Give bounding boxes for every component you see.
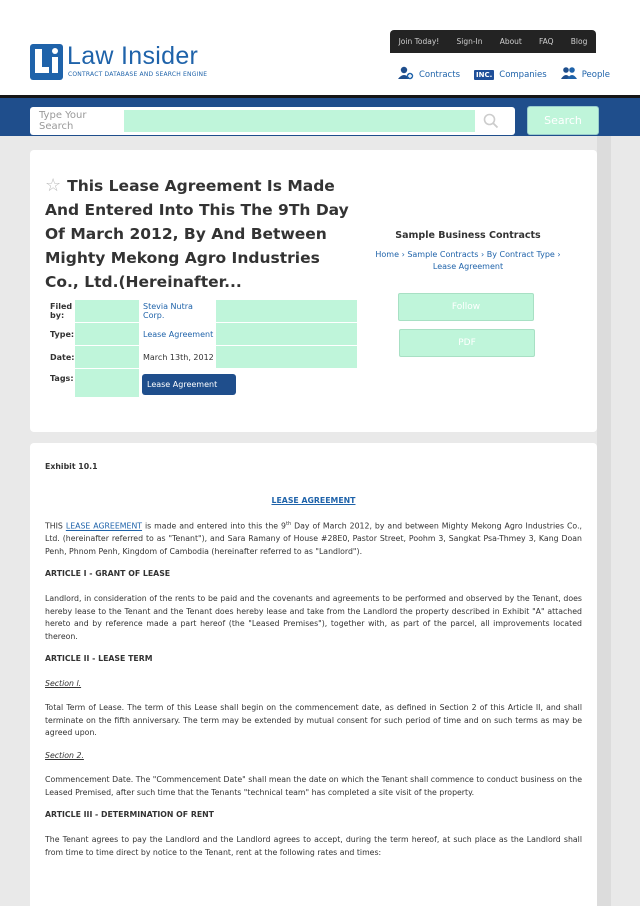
- logo-tagline: CONTRACT DATABASE AND SEARCH ENGINE: [68, 71, 208, 78]
- paragraph-commencement: Commencement Date. The "Commencement Date" shall mean the date on which the Tenant shall commence to conduct business on the Leased Premised, after such time that the Tenants "technical team" has completed a site visit of the property.: [45, 775, 582, 797]
- paragraph-intro: THIS LEASE AGREEMENT is made and entered into this the 9th Day of March 2012, by and between Mighty Mekong Agro Industries Co., Ltd. (hereinafter referred to as "Tenant"), and Sara Ramany of House #28E0, Pastor Street, Poohm 3, Sangkat Psa-Thmey 3, Kang Doan Penh, Phnom Penh, Kingdom of Cambodia (hereinafter referred to as "Landlord").: [45, 521, 583, 556]
- article-3-heading: ARTICLE III - DETERMINATION OF RENT: [45, 810, 214, 819]
- crumb-home[interactable]: Home: [375, 250, 400, 259]
- document-panel: [30, 443, 597, 906]
- paragraph-rent: The Tenant agrees to pay the Landlord and the Landlord agrees to accept, during the term hereof, at such place as the Landlord shall from time to time direct by notice to the Tenant, rent at the following rates and times:: [45, 835, 582, 857]
- article-1-heading: ARTICLE I - GRANT OF LEASE: [45, 569, 171, 578]
- meta-row-date: Date: March 13th, 2012: [45, 346, 357, 368]
- date-value: March 13th, 2012: [143, 352, 214, 362]
- nav-about[interactable]: About: [499, 37, 522, 46]
- breadcrumb: Home › Sample Contracts › By Contract Type › Lease Agreement: [375, 250, 561, 271]
- contract-header-panel: [30, 150, 597, 432]
- type-link[interactable]: Lease Agreement: [143, 329, 214, 339]
- quick-links: [398, 66, 610, 83]
- search-placeholder: Type Your Search: [39, 110, 87, 132]
- contracts-link[interactable]: [398, 66, 460, 83]
- logo[interactable]: [30, 44, 230, 84]
- lease-agreement-link[interactable]: LEASE AGREEMENT: [65, 521, 143, 531]
- pdf-button[interactable]: PDF: [399, 329, 535, 357]
- crumb-sample-contracts[interactable]: Sample Contracts: [407, 250, 479, 259]
- people-link[interactable]: [561, 66, 610, 83]
- companies-label: Companies: [499, 69, 547, 80]
- meta-row-tags: Tags: Lease Agreement: [45, 369, 357, 397]
- nav-join-today[interactable]: Join Today!: [398, 37, 440, 46]
- star-icon[interactable]: ☆: [45, 175, 62, 196]
- meta-row-type: Type: Lease Agreement: [45, 323, 357, 345]
- page-title: This Lease Agreement Is Made And Entered Into This The 9Th Day Of March 2012, By And Between Mighty Mekong Agro Industries Co., Ltd.(Hereinafter...: [45, 177, 349, 291]
- section-1-label: Section l.: [45, 679, 82, 688]
- contract-meta: [45, 300, 357, 398]
- meta-row-filed-by: Filed by: Stevia Nutra Corp.: [45, 300, 357, 322]
- section-2-label: Section 2.: [45, 751, 84, 760]
- paragraph-term: Total Term of Lease. The term of this Lease shall begin on the commencement date, as defined in Section 2 of this Article II, and shall terminate on the fifth anniversary. The term may be extended by mutual consent for such period of time and on such terms as may be agreed upon.: [45, 703, 582, 737]
- search-button[interactable]: Search: [527, 106, 599, 135]
- logo-mark-icon: [30, 44, 63, 80]
- top-nav: [390, 30, 596, 53]
- crumb-lease-agreement[interactable]: Lease Agreement: [432, 262, 504, 271]
- people-icon: [561, 66, 577, 83]
- scrollbar[interactable]: [597, 136, 611, 906]
- nav-blog[interactable]: Blog: [570, 37, 588, 46]
- sidebar-title: Sample Business Contracts: [395, 230, 541, 241]
- tag-lease-agreement[interactable]: Lease Agreement: [142, 374, 236, 395]
- sidebar-contracts: [373, 230, 563, 273]
- person-add-icon: [398, 66, 414, 83]
- article-2-heading: ARTICLE II - LEASE TERM: [45, 654, 153, 663]
- crumb-by-contract-type[interactable]: By Contract Type: [486, 250, 555, 259]
- search-bar: [0, 95, 640, 136]
- follow-button[interactable]: Follow: [398, 293, 534, 321]
- paragraph-grant: Landlord, in consideration of the rents to be paid and the covenants and agreements to be performed and observed by the Tenant, does hereby lease to the Tenant and the Tenant does hereby lease and take from the Landlord the property described in Exhibit "A" attached hereto and by reference made a part hereof (the "Leased Premises"), together with, as part of the parcel, all improvements located thereon.: [45, 594, 582, 641]
- exhibit-label: Exhibit 10.1: [45, 462, 98, 471]
- document-heading[interactable]: LEASE AGREEMENT: [271, 496, 356, 505]
- companies-link[interactable]: [474, 70, 547, 80]
- search-icon[interactable]: [483, 113, 499, 133]
- search-input[interactable]: [30, 107, 515, 135]
- contracts-label: Contracts: [419, 69, 460, 80]
- nav-faq[interactable]: FAQ: [539, 37, 554, 46]
- inc-icon: INC.: [476, 70, 493, 79]
- people-label: People: [581, 69, 610, 80]
- logo-name: Law Insider: [67, 42, 199, 70]
- nav-sign-in[interactable]: Sign-In: [456, 37, 483, 46]
- filed-by-link[interactable]: Stevia Nutra Corp.: [143, 302, 193, 320]
